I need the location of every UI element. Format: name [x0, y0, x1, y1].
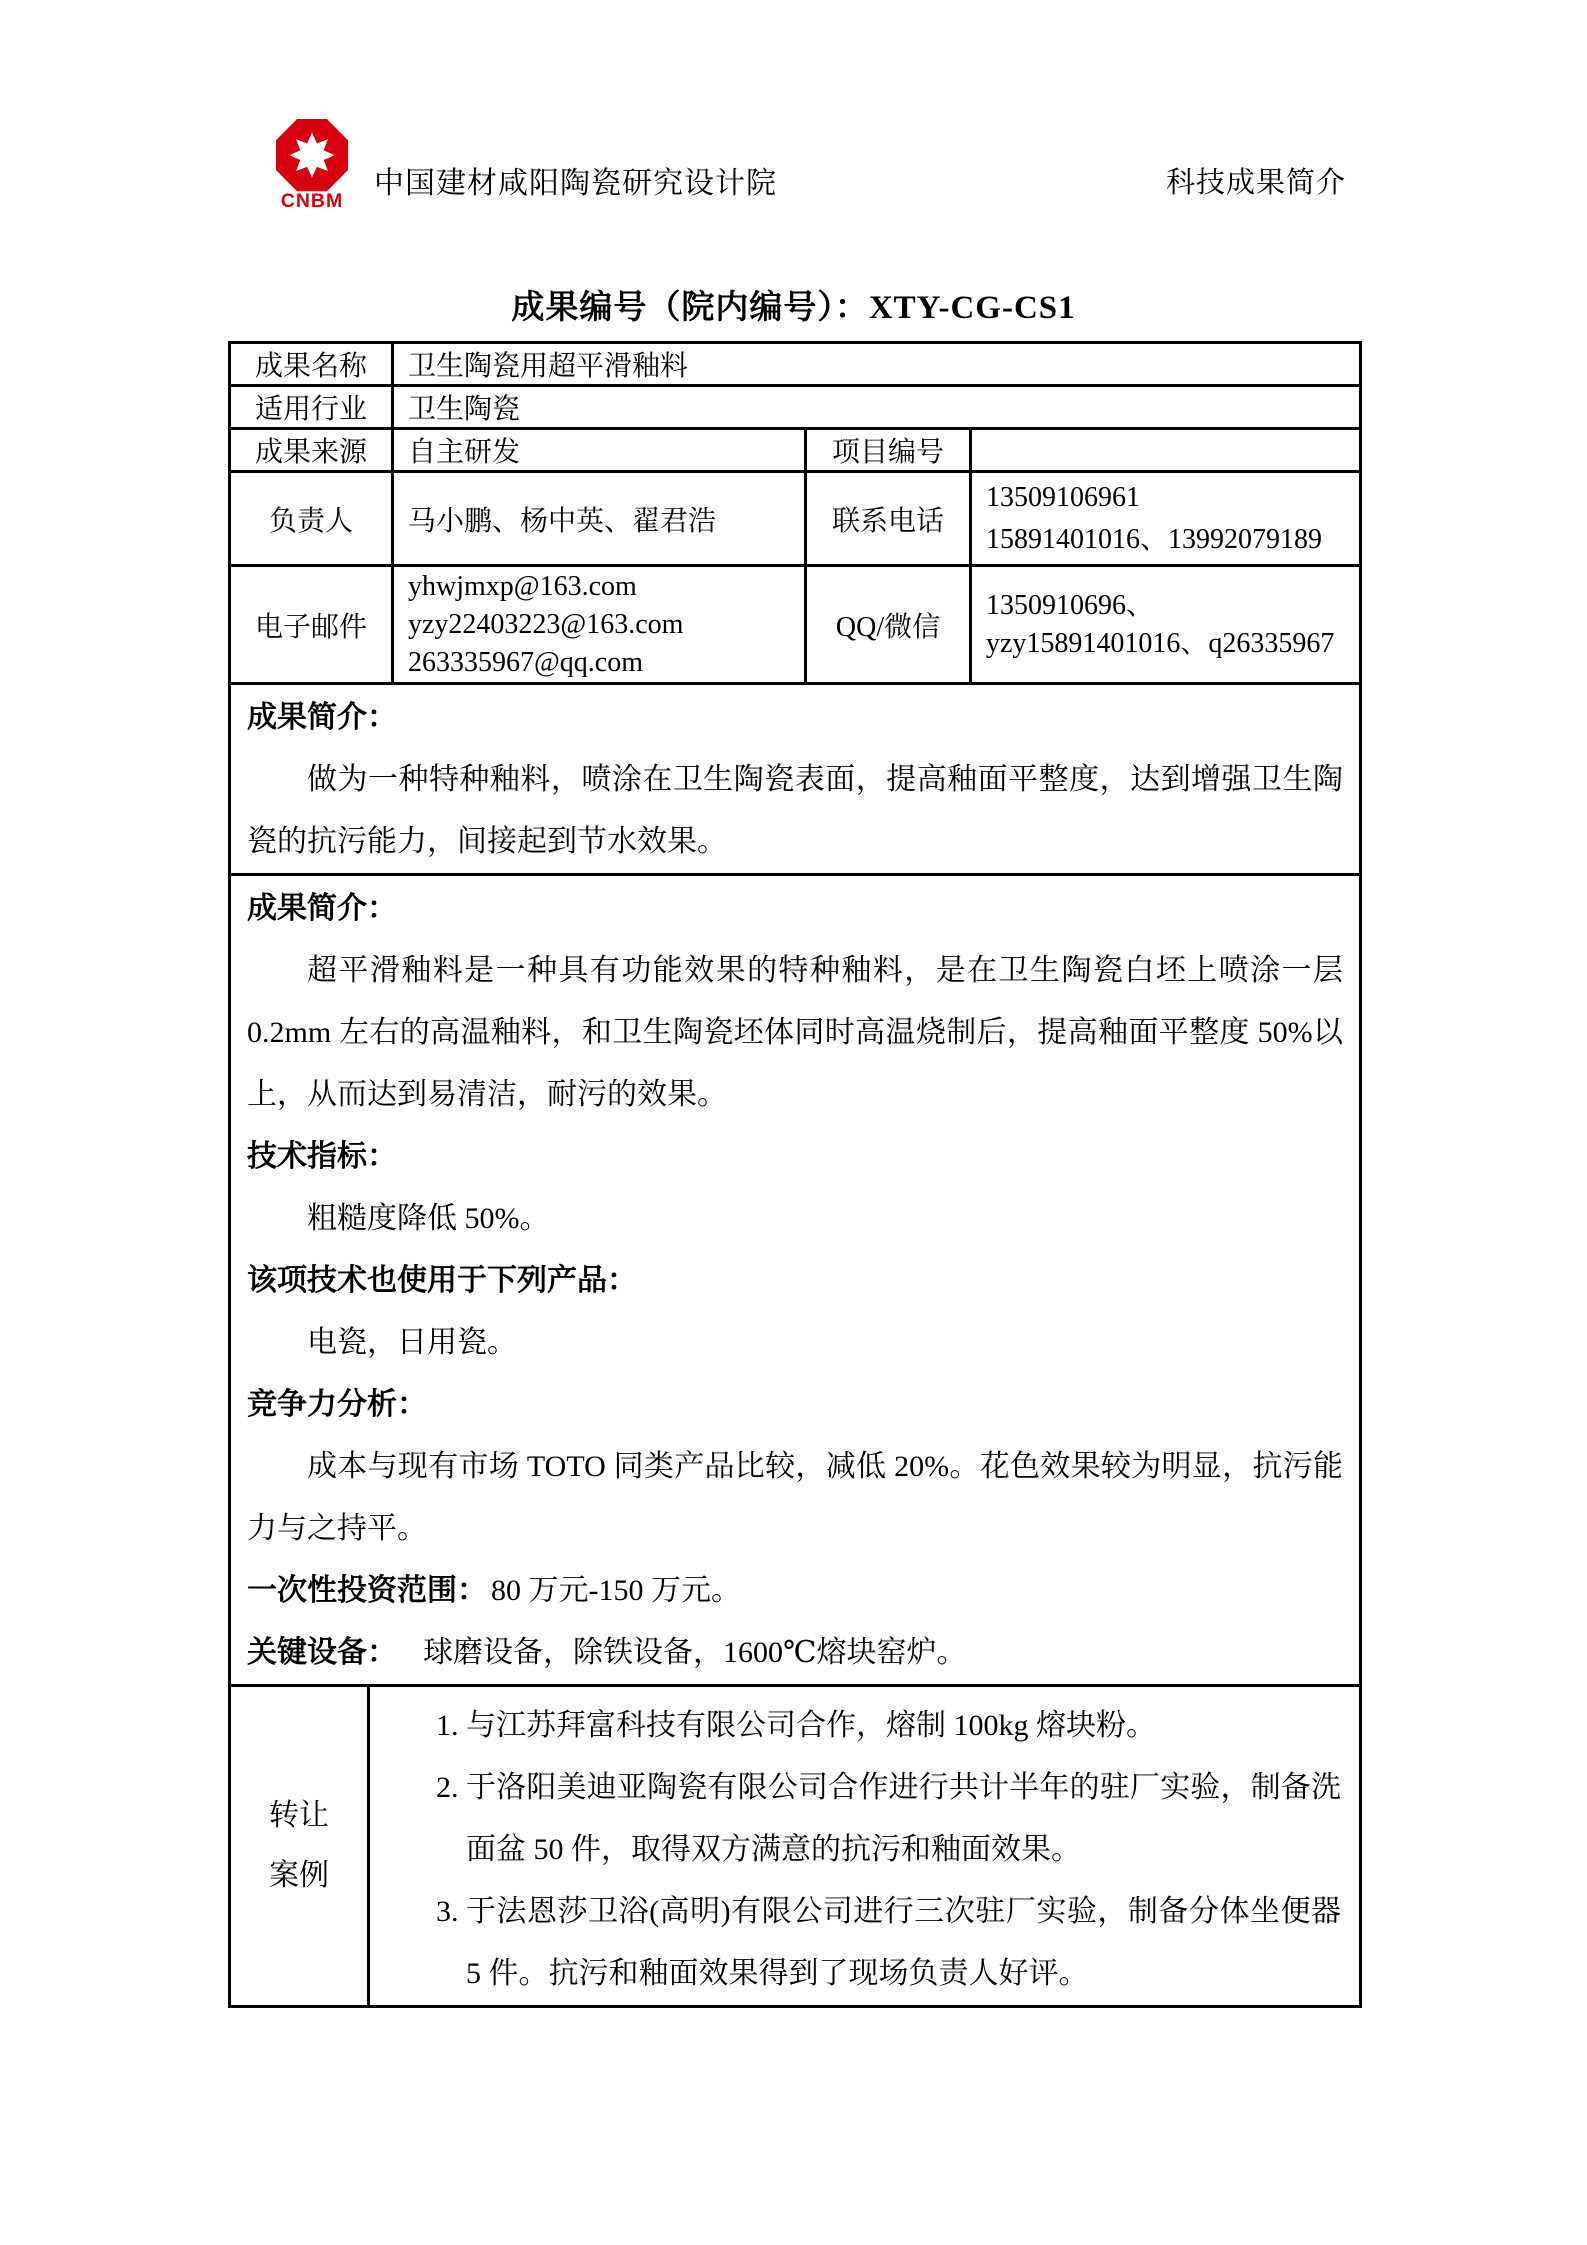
transfer-cases-content [367, 1687, 1359, 2005]
email-line-3: 263335967@qq.com [408, 646, 643, 678]
leader-value: 马小鹏、杨中英、翟君浩 [391, 473, 804, 564]
investment-line [247, 1560, 1343, 1622]
competition-heading: 竞争力分析： [247, 1388, 427, 1421]
phone-value [969, 473, 1359, 564]
competition-paragraph: 成本与现有市场 TOTO 同类产品比较，减低 20%。花色效果较为明显，抗污能力与之持平。 [247, 1450, 1343, 1545]
project-number-label: 项目编号 [804, 430, 969, 470]
table-row-name [231, 344, 1359, 384]
other-products-paragraph: 电瓷，日用瓷。 [307, 1326, 517, 1359]
equipment-heading: 关键设备： [247, 1636, 397, 1669]
transfer-cases-list [370, 1695, 1341, 2005]
transfer-case-item: 2. 于洛阳美迪亚陶瓷有限公司合作进行共计半年的驻厂实验，制备洗面盆 50 件，取得双方满意的抗污和釉面效果。 [466, 1757, 1341, 1881]
qq-wechat-text: 1350910696、yzy15891401016、q26335967 [986, 589, 1335, 659]
achievement-table [228, 341, 1362, 2008]
table-row-leader [231, 470, 1359, 564]
source-label: 成果来源 [254, 437, 367, 468]
industry-value: 卫生陶瓷 [391, 387, 1359, 427]
table-row-transfer-cases [231, 1684, 1359, 2005]
investment-value: 80 万元-150 万元。 [491, 1574, 741, 1607]
table-row-industry [231, 384, 1359, 427]
phone-line-1: 13509106961 [986, 481, 1140, 513]
cnbm-logo-icon [272, 112, 352, 208]
phone-label: 联系电话 [804, 473, 969, 564]
transfer-case-item: 3. 于法恩莎卫浴(高明)有限公司进行三次驻厂实验，制备分体坐便器 5 件。抗污和釉面效果得到了现场负责人好评。 [466, 1881, 1341, 2005]
equipment-value: 球磨设备，除铁设备，1600℃熔块窑炉。 [423, 1636, 967, 1669]
result-name-value: 卫生陶瓷用超平滑釉料 [391, 344, 1359, 384]
transfer-case-item: 1. 与江苏拜富科技有限公司合作，熔制 100kg 熔块粉。 [466, 1695, 1341, 1757]
tech-index-heading: 技术指标： [247, 1140, 397, 1173]
transfer-label-line-1: 转让 [269, 1799, 329, 1832]
industry-label: 适用行业 [254, 394, 367, 425]
section-summary-1 [231, 682, 1359, 873]
email-label: 电子邮件 [254, 611, 367, 643]
organization-name: 中国建材咸阳陶瓷研究设计院 [374, 167, 777, 200]
source-value: 自主研发 [391, 430, 804, 470]
table-row-email [231, 564, 1359, 682]
project-number-value [969, 430, 1359, 470]
other-products-heading: 该项技术也使用于下列产品： [247, 1264, 637, 1297]
table-row-source [231, 427, 1359, 470]
page-title: 成果编号（院内编号）：XTY-CG-CS1 [511, 290, 1076, 326]
transfer-label-line-2: 案例 [269, 1859, 329, 1892]
investment-heading: 一次性投资范围： [247, 1574, 487, 1607]
summary-1-paragraph: 做为一种特种釉料，喷涂在卫生陶瓷表面，提高釉面平整度，达到增强卫生陶瓷的抗污能力，间接起到节水效果。 [247, 763, 1343, 858]
equipment-line [247, 1622, 1343, 1684]
result-name-label: 成果名称 [254, 351, 367, 382]
section-details [231, 873, 1359, 1684]
email-line-2: yzy22403223@163.com [408, 608, 684, 640]
transfer-cases-label [231, 1687, 367, 2005]
qq-wechat-value [969, 567, 1359, 682]
cnbm-logo-text: CNBM [280, 189, 344, 208]
leader-label: 负责人 [268, 505, 353, 537]
document-type-label: 科技成果简介 [1165, 167, 1346, 200]
summary-2-paragraph: 超平滑釉料是一种具有功能效果的特种釉料，是在卫生陶瓷白坯上喷涂一层 0.2mm 左右的高温釉料，和卫生陶瓷坯体同时高温烧制后，提高釉面平整度 50%以上，从而达到易清洁，耐污的效果。 [247, 954, 1343, 1111]
page-header [272, 112, 1346, 208]
tech-index-paragraph: 粗糙度降低 50%。 [307, 1202, 550, 1235]
phone-line-2: 15891401016、13992079189 [986, 523, 1323, 555]
summary-2-heading: 成果简介： [247, 892, 397, 925]
cnbm-star-shape [290, 133, 335, 178]
email-line-1: yhwjmxp@163.com [408, 570, 637, 602]
email-value [391, 567, 804, 682]
summary-1-heading: 成果简介： [247, 701, 397, 734]
qq-wechat-label: QQ/微信 [804, 567, 969, 682]
